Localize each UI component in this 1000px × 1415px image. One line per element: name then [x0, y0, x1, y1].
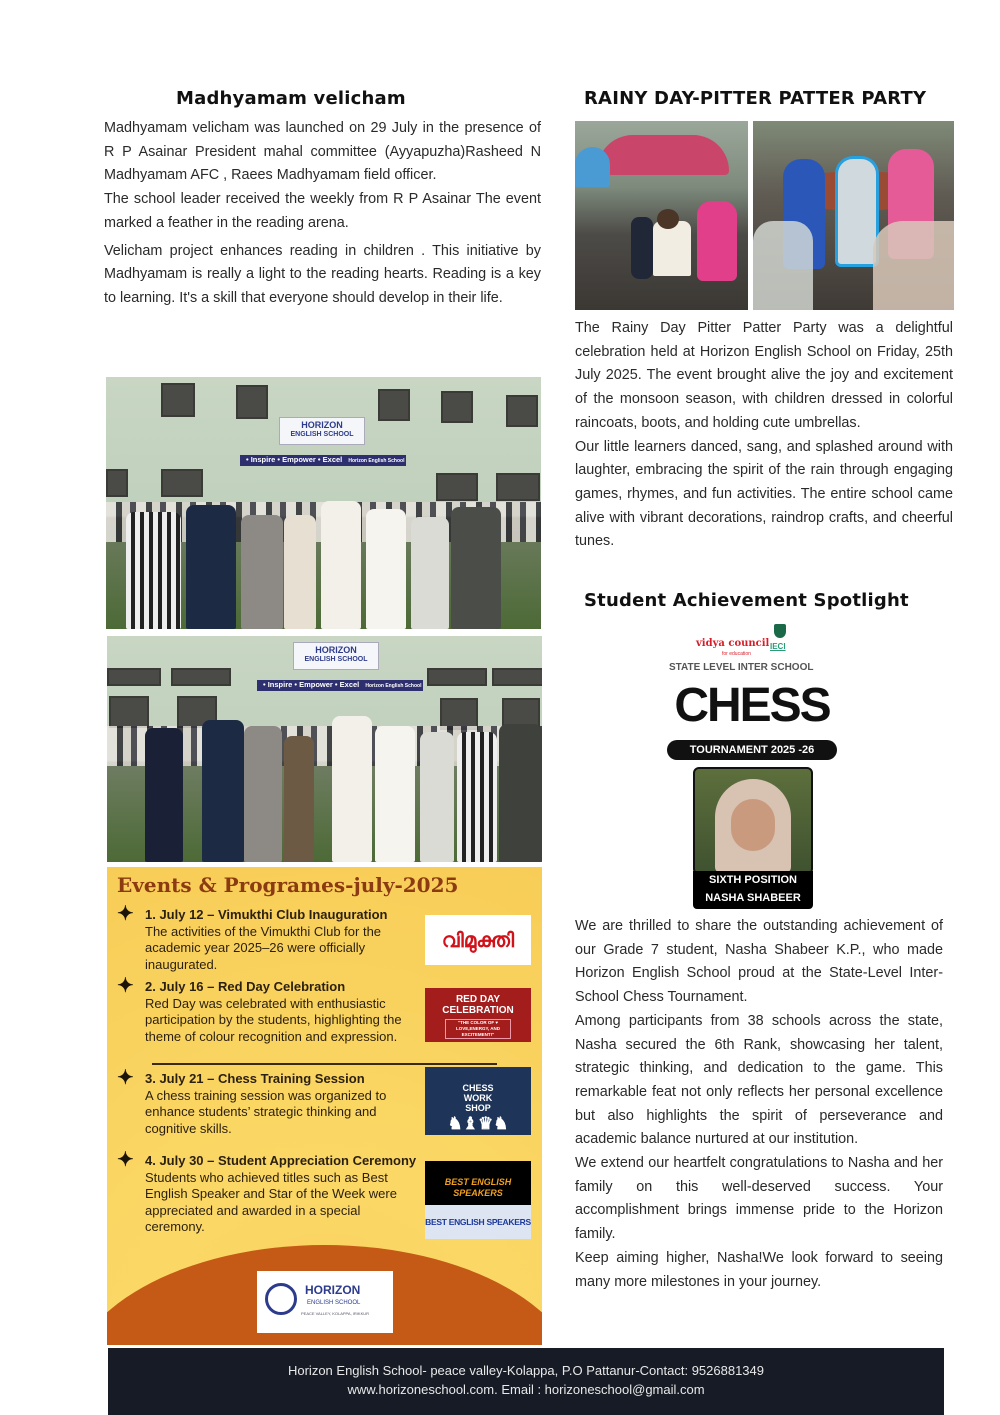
best-english-speakers-thumb: [425, 1161, 531, 1239]
chess-poster-big-title: CHESS: [674, 679, 830, 732]
ieci-logo: IECI: [770, 642, 786, 651]
sparkle-star-icon: ✦: [117, 1067, 134, 1089]
student-name-label: NASHA SHABEER: [705, 892, 801, 904]
motto-banner-text: • Inspire • Empower • Excel: [263, 680, 360, 689]
event-item-4: [117, 1149, 419, 1236]
achievement-paragraph: We extend our heartfelt congratulations to Nasha and her family on this well-deserved success. Your accomplishment brings immense pride to the Horizon family.: [575, 1155, 943, 1243]
school-sign-2: [293, 642, 379, 670]
achievement-article: [575, 915, 943, 1294]
achievement-paragraph: Among participants from 38 schools across the state, Nasha secured the 6th Rank, showcasing her talent, strategic thinking, and dedication to the game. This remarkable feat not only reflects her personal excellence but also highlights the spirit of perseverance and academic balance nurtured at our institution.: [575, 1012, 943, 1148]
event-item-2: [117, 975, 419, 1045]
rainy-article: [575, 317, 953, 554]
sparkle-star-icon: ✦: [117, 903, 134, 925]
vidya-council-logo: vidya council: [696, 638, 770, 649]
event-item-3: [117, 1067, 419, 1137]
school-sign-line1: HORIZON: [315, 645, 357, 655]
madhyamam-paragraph: Velicham project enhances reading in children . This initiative by Madhyamam is really a light to the reading hearts. Reading is a key to learning. It's a skill that everyone should develop in their life.: [104, 242, 541, 306]
motto-banner-small: Horizon English School: [365, 683, 422, 689]
position-label: SIXTH POSITION: [708, 874, 797, 886]
red-day-title: RED DAY CELEBRATION: [442, 994, 514, 1016]
footer-contact[interactable]: www.horizoneschool.com. Email : horizoneschool@gmail.com: [347, 1382, 705, 1397]
best-english-subtitle: BEST ENGLISH SPEAKERS: [425, 1205, 531, 1239]
achievement-paragraph: We are thrilled to share the outstanding achievement of our Grade 7 student, Nasha Shabeer K.P., who made Horizon English School proud at the State-Level Inter-School Chess Tournament.: [575, 918, 943, 1006]
event-description: Students who achieved titles such as Best English Speaker and Star of the Week were appreciated and awarded in a special ceremony.: [145, 1169, 397, 1234]
red-day-thumb: [425, 988, 531, 1042]
graduation-globe-icon: [265, 1283, 297, 1315]
vidya-council-sub: for education: [722, 651, 751, 657]
ieci-shield-icon: [774, 624, 786, 638]
logo-sub: ENGLISH SCHOOL: [307, 1300, 361, 1306]
red-day-subtitle: "THE COLOR OF ♥ LOVE,ENERGY, AND EXCITEMENT!": [445, 1019, 511, 1039]
madhyamam-article: [104, 117, 541, 311]
rainy-day-photo-1: [575, 121, 748, 310]
umbrella: [597, 135, 729, 175]
motto-banner-2: [257, 680, 423, 691]
event-heading: 2. July 16 – Red Day Celebration: [145, 979, 346, 994]
school-sign: [279, 417, 365, 445]
motto-banner-text: • Inspire • Empower • Excel: [246, 455, 343, 464]
school-sign-line1: HORIZON: [301, 420, 343, 430]
chess-pieces-icon: ♞♝♛♞: [447, 1114, 509, 1133]
event-heading: 1. July 12 – Vimukthi Club Inauguration: [145, 907, 388, 922]
velicham-event-photo-1: [106, 377, 541, 629]
footer: [108, 1348, 944, 1415]
events-title: Events & Programes-july-2025: [117, 873, 459, 897]
event-description: The activities of the Vimukthi Club for the academic year 2025–26 were officially inaugurated.: [145, 923, 382, 972]
chess-tournament-poster: [660, 622, 844, 912]
chess-workshop-title: CHESS WORK SHOP: [462, 1083, 494, 1113]
rainy-day-photo-2: [753, 121, 954, 310]
velicham-event-photo-2: [107, 636, 542, 862]
chess-workshop-thumb: [425, 1067, 531, 1135]
horizon-logo: [257, 1271, 393, 1333]
achievement-title: Student Achievement Spotlight: [584, 590, 909, 611]
student-photo: [693, 767, 813, 875]
school-sign-line2: ENGLISH SCHOOL: [290, 431, 354, 438]
rainy-title: RAINY DAY-PITTER PATTER PARTY: [584, 88, 927, 109]
position-label-box: [693, 871, 813, 909]
motto-banner: [240, 455, 406, 466]
logo-address: PEACE VALLEY, KOLAPPA, IRIKKUR: [301, 1311, 370, 1316]
best-english-title: BEST ENGLISH SPEAKERS: [444, 1177, 512, 1198]
motto-banner-small: Horizon English School: [348, 458, 405, 464]
rainy-paragraph: The Rainy Day Pitter Patter Party was a delightful celebration held at Horizon English School on Friday, 25th July 2025. The event brought alive the joy and excitement of the monsoon season, with children dressed in colorful raincoats, boots, and holding cute umbrellas.: [575, 320, 953, 431]
logo-name: HORIZON: [305, 1283, 361, 1297]
tournament-label: TOURNAMENT 2025 -26: [667, 740, 837, 760]
sparkle-star-icon: ✦: [117, 975, 134, 997]
rainy-paragraph: Our little learners danced, sang, and splashed around with laughter, embracing the spirit of the rain through engaging games, rhymes, and fun activities. The entire school came alive with vibrant decorations, raindrop crafts, and cheerful tunes.: [575, 438, 953, 550]
footer-address: Horizon English School- peace valley-Kolappa, P.O Pattanur-Contact: 9526881349: [287, 1363, 764, 1378]
events-poster: [107, 867, 542, 1345]
event-heading: 4. July 30 – Student Appreciation Ceremony: [145, 1153, 417, 1168]
event-item-1: [117, 903, 419, 973]
sparkle-star-icon: ✦: [117, 1149, 134, 1171]
vimukthi-logo: വിമുക്തി: [425, 915, 531, 965]
achievement-paragraph: Keep aiming higher, Nasha!We look forward to seeing many more milestones in your journey.: [575, 1249, 943, 1290]
event-heading: 3. July 21 – Chess Training Session: [145, 1071, 365, 1086]
school-sign-line2: ENGLISH SCHOOL: [304, 656, 368, 663]
event-description: A chess training session was organized to enhance students’ strategic thinking and cognitive skills.: [145, 1087, 387, 1136]
madhyamam-paragraph: The school leader received the weekly from R P Asainar The event marked a feather in the reading arena.: [104, 191, 541, 231]
event-description: Red Day was celebrated with enthusiastic participation by the students, highlighting the theme of colour recognition and expression.: [145, 995, 402, 1044]
madhyamam-paragraph: Madhyamam velicham was launched on 29 July in the presence of R P Asainar President mahal committee (Ayyapuzha)Rasheed N Madhyamam AFC , Raees Madhyamam field officer.: [104, 120, 541, 184]
chess-poster-subtitle: STATE LEVEL INTER SCHOOL: [669, 662, 814, 673]
madhyamam-title: Madhyamam velicham: [176, 88, 406, 109]
